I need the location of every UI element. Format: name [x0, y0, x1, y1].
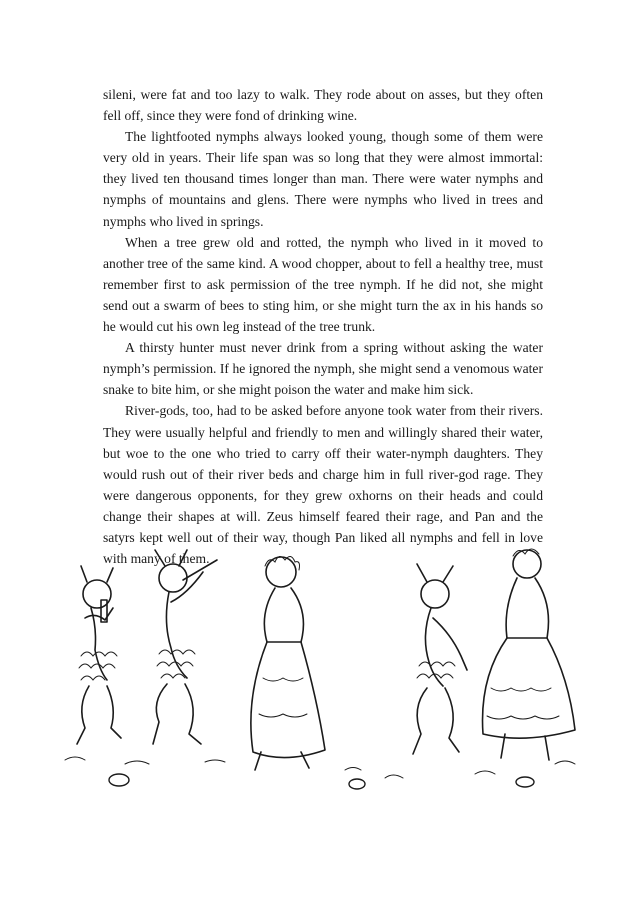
paragraph-2: The lightfooted nymphs always looked young, though some of them were very old in years. Their life span was so long that they were almost immortal: they lived ten thousand times longer than man. There were water nymphs and nymphs of mountains and glens. There were nymphs who lived in trees and nymphs who lived in springs.	[103, 129, 543, 229]
dancing-figures-illustration	[55, 538, 595, 796]
dancing-nymph-figure	[251, 556, 325, 770]
illustration-drawing	[55, 538, 595, 796]
paragraph-3: When a tree grew old and rotted, the nymph who lived in it moved to another tree of the same kind. A wood chopper, about to fell a healthy tree, must remember first to ask permission of the tree nymph. If he did not, she might send out a swarm of bees to sting him, or she might turn the ax in his hands so he would cut his own leg instead of the tree trunk.	[103, 234, 543, 335]
paragraph-5: River-gods, too, had to be asked before anyone took water from their rivers. They were usually helpful and friendly to men and willingly shared their water, but woe to the one who tried to carry off their water-nymph daughters. They would rush out of their river beds and charge him in full river-god rage. They were dangerous opponents, for they grew oxhorns on their heads and could change their shapes at will. Zeus himself feared their rage, and Pan and the satyrs kept well out of their way, though Pan liked all nymphs and fell in love with many of them.	[103, 403, 543, 567]
nymph-holding-skirt-figure	[483, 549, 576, 760]
paragraph-4: A thirsty hunter must never drink from a spring without asking the water nymph’s permission. If he ignored the nymph, she might send a venomous water snake to bite him, or she might poison the water and make him sick.	[103, 340, 543, 398]
satyr-playing-flute-figure	[153, 550, 217, 744]
satyr-with-pipes-2-figure	[413, 564, 467, 754]
paragraph-1: sileni, were fat and too lazy to walk. They rode about on asses, but they often fell off, since they were fond of drinking wine.	[103, 87, 543, 124]
body-text	[103, 84, 543, 569]
satyr-with-pipes-figure	[77, 566, 121, 744]
ground-stones	[65, 757, 575, 789]
